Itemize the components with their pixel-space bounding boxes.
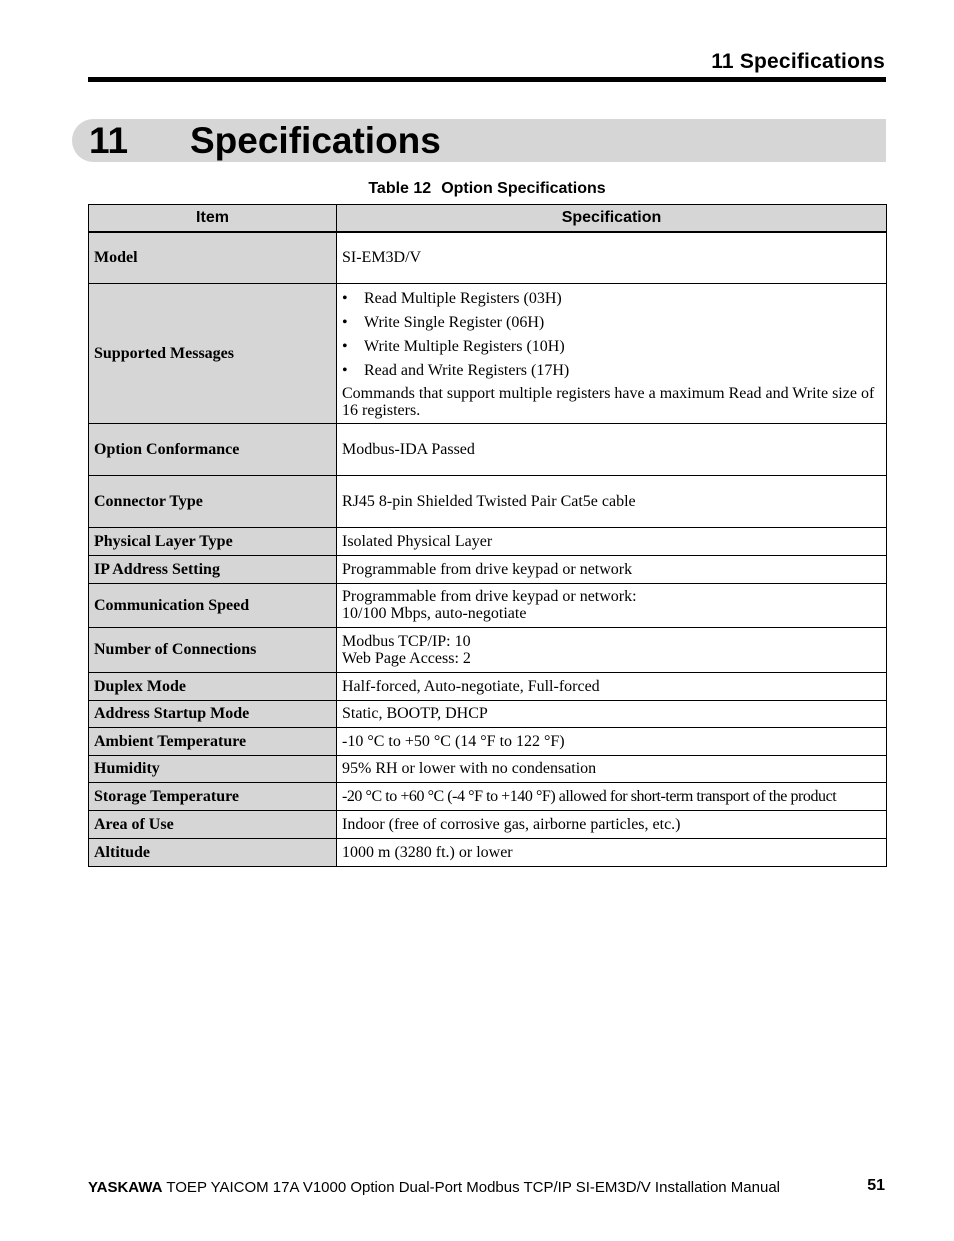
- running-header-title: 11 Specifications: [711, 50, 885, 73]
- row-spec-value: -10 °C to +50 °C (14 °F to 122 °F): [337, 727, 887, 755]
- row-item-label: Model: [89, 232, 337, 283]
- page-footer: [88, 1179, 780, 1196]
- row-item-label: Communication Speed: [89, 583, 337, 627]
- table-row: [89, 555, 887, 583]
- table-row: [89, 583, 887, 627]
- row-spec-value: 1000 m (3280 ft.) or lower: [337, 838, 887, 866]
- row-spec-value: -20 °C to +60 °C (-4 °F to +140 °F) allowed for short-term transport of the product: [337, 782, 887, 810]
- row-spec-value: [337, 583, 887, 627]
- row-spec-value: SI-EM3D/V: [337, 232, 887, 283]
- list-item: • Read and Write Registers (17H): [342, 359, 881, 383]
- footer-manual-title: TOEP YAICOM 17A V1000 Option Dual-Port Modbus TCP/IP SI-EM3D/V Installation Manual: [166, 1179, 781, 1196]
- table-row: [89, 810, 887, 838]
- table-row: [89, 627, 887, 672]
- row-spec-value: Programmable from drive keypad or network: [337, 555, 887, 583]
- row-spec-value: 95% RH or lower with no condensation: [337, 755, 887, 782]
- supported-messages-note: Commands that support multiple registers have a maximum Read and Write size of 16 registers.: [342, 385, 875, 419]
- row-spec-value: Isolated Physical Layer: [337, 527, 887, 555]
- table-caption: [0, 180, 954, 198]
- row-item-label: Duplex Mode: [89, 672, 337, 700]
- table-row: [89, 283, 887, 423]
- table-row: [89, 232, 887, 283]
- row-spec-value: [337, 283, 887, 423]
- row-item-label: Supported Messages: [89, 283, 337, 423]
- list-item: • Read Multiple Registers (03H): [342, 287, 881, 311]
- table-row: [89, 782, 887, 810]
- row-spec-value: Modbus-IDA Passed: [337, 423, 887, 475]
- table-row: [89, 527, 887, 555]
- table-row: [89, 700, 887, 727]
- row-item-label: Option Conformance: [89, 423, 337, 475]
- row-spec-value: RJ45 8-pin Shielded Twisted Pair Cat5e cable: [337, 475, 887, 527]
- row-spec-value: Static, BOOTP, DHCP: [337, 700, 887, 727]
- row-item-label: Physical Layer Type: [89, 527, 337, 555]
- footer-brand: YASKAWA: [88, 1179, 163, 1196]
- row-spec-value: Indoor (free of corrosive gas, airborne particles, etc.): [337, 810, 887, 838]
- row-item-label: Humidity: [89, 755, 337, 782]
- list-item: • Write Multiple Registers (10H): [342, 335, 881, 359]
- option-specifications-table: [88, 204, 887, 867]
- row-item-label: Ambient Temperature: [89, 727, 337, 755]
- row-item-label: Area of Use: [89, 810, 337, 838]
- spec-line: Programmable from drive keypad or network:: [342, 588, 637, 605]
- page-number: 51: [867, 1177, 885, 1194]
- table-caption-number: Table 12: [368, 180, 432, 197]
- spec-line: Web Page Access: 2: [342, 649, 471, 667]
- section-title: Specifications: [190, 120, 441, 161]
- column-header-item: Item: [89, 205, 337, 233]
- table-row: [89, 672, 887, 700]
- row-spec-value: Half-forced, Auto-negotiate, Full-forced: [337, 672, 887, 700]
- column-header-specification: Specification: [337, 205, 887, 233]
- row-item-label: Storage Temperature: [89, 782, 337, 810]
- row-item-label: IP Address Setting: [89, 555, 337, 583]
- section-number: 11: [89, 120, 129, 161]
- table-row: [89, 727, 887, 755]
- table-row: [89, 838, 887, 866]
- list-item: • Write Single Register (06H): [342, 311, 881, 335]
- header-rule: [88, 77, 886, 82]
- spec-line: 10/100 Mbps, auto-negotiate: [342, 605, 527, 622]
- supported-messages-list: [342, 287, 881, 383]
- row-item-label: Number of Connections: [89, 627, 337, 672]
- row-item-label: Altitude: [89, 838, 337, 866]
- table-row: [89, 755, 887, 782]
- table-row: [89, 475, 887, 527]
- row-item-label: Connector Type: [89, 475, 337, 527]
- table-caption-title: Option Specifications: [441, 180, 606, 197]
- table-header-row: [89, 205, 887, 233]
- row-item-label: Address Startup Mode: [89, 700, 337, 727]
- table-row: [89, 423, 887, 475]
- spec-line: Modbus TCP/IP: 10: [342, 632, 471, 650]
- row-spec-value: [337, 627, 887, 672]
